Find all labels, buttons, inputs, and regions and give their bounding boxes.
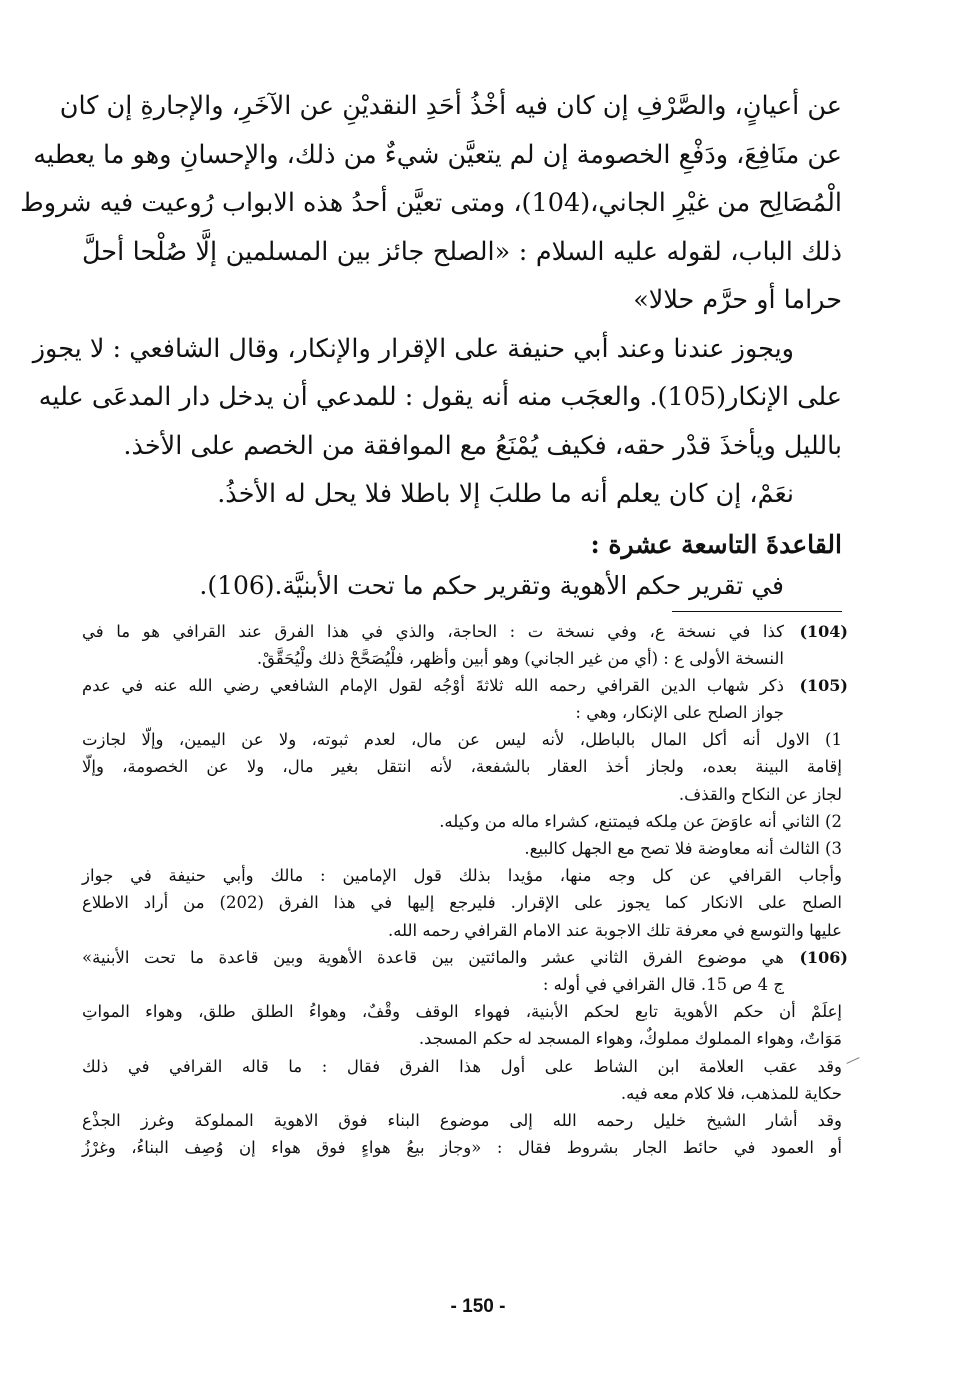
footnote-line: كذا في نسخة ع، وفي نسخة ت : الحاجة، والذي في هذا الفرق عند القرافي هو ما في <box>82 621 784 641</box>
main-line: عن منَافِعَ، ودَفْعِ الخصومة إن لم يتعيَّن شيءٌ من ذلك، والإحسانِ وهو ما يعطيه <box>33 139 842 170</box>
footnote-number: (106) <box>799 947 848 967</box>
main-line: بالليل ويأخذَ قدْر حقه، فكيف يُمْنَعُ مع الموافقة من الخصم على الأخذ. <box>123 430 842 461</box>
footnotes <box>82 618 848 1162</box>
scan-mark <box>846 1057 859 1064</box>
main-line: عن أعيانٍ، والصَّرْفِ إن كان فيه أخْذُ أحَدِ النقديْنِ عن الآخَرِ، والإجارةِ إن كان <box>59 91 842 121</box>
main-line: ذلك الباب، لقوله عليه السلام : «الصلح جائز بين المسلمين إلَّا صُلْحا أحلَّ <box>82 236 842 267</box>
footnote-104 <box>82 618 848 672</box>
footnote-line: ذكر شهاب الدين القرافي رحمه الله ثلاثةَ أوْجُه لقول الإمام الشافعي رضي الله عنه في عدم <box>82 675 784 695</box>
footnote-line: 3) الثالث أنه معاوضة فلا تصح مع الجهل كالبيع. <box>524 839 842 858</box>
footnote-line: 2) الثاني أنه عاوَضَ عن مِلكه فيمتنع، كشراء ماله من وكيله. <box>439 811 842 831</box>
footnote-line: وأجاب القرافي عن كل وجه منها، مؤيدا بذلك قول الإمامين : مالك وأبي حنيفة في جواز <box>82 866 842 886</box>
page-number: - 150 - <box>450 1296 506 1317</box>
footnote-line: ج 4 ص 15. قال القرافي في أوله : <box>542 974 784 994</box>
main-line: الْمُصَالِح من غيْرِ الجاني،(104)، ومتى تعيَّن أحدُ هذه الابواب رُوعيت فيه شروط <box>20 188 842 218</box>
footnote-line: عليها والتوسع في معرفة تلك الاجوبة عند الامام القرافي رحمه الله. <box>387 920 842 940</box>
footnote-divider <box>672 611 842 612</box>
footnote-line: إقامة البينة بعده، ولجاز أخذ العقار بالشفعة، لأنه انتقل بغير مال، ولا عن الخصومة، وإلّا <box>82 757 842 777</box>
footnote-line: هي موضوع الفرق الثاني عشر والمائتين بين قاعدة الأهوية وبين قاعدة ما تحت الأبنية» <box>82 947 784 967</box>
footnote-106 <box>82 944 848 1162</box>
rule-title: القاعدةَ التاسعة عشرة : <box>590 529 842 559</box>
footnote-number: (105) <box>799 675 848 695</box>
main-line: على الإنكار(105). والعجَب منه أنه يقول : للمدعي أن يدخل دار المدعَى عليه <box>38 382 842 412</box>
footnote-line: وقد عقب العلامة ابن الشاط على أول هذا الفرق فقال : ما قاله القرافي في ذلك <box>82 1056 842 1076</box>
main-line: حراما أو حرَّم حلالا» <box>633 285 842 315</box>
page-content <box>20 82 848 1161</box>
footnote-105 <box>82 672 848 944</box>
main-line: نعَمْ، إن كان يعلم أنه ما طلبَ إلا باطلا فلا يحل له الأخذُ. <box>217 479 794 509</box>
footnote-line: 1) الاول أنه أكل المال بالباطل، لأنه ليس عن مال، لعدم ثبوته، ولا عن اليمين، وإلّا لجازت <box>82 730 842 750</box>
main-line: ويجوز عندنا وعند أبي حنيفة على الإقرار والإنكار، وقال الشافعي : لا يجوز <box>32 333 794 364</box>
footnote-line: أو العمود في حائط الجار بشروط فقال : «وجاز بيعُ هواءٍ فوق هواء إن وُصِف البناءُ، وغرْزُ <box>82 1138 842 1158</box>
footnote-line: النسخة الأولى ع : (أي من غير الجاني) وهو أبين وأظهر، فلْيُصَحَّحْ ذلك ولْيُحَقَّقْ. <box>256 648 784 668</box>
footnote-number: (104) <box>799 621 848 641</box>
footnote-line: إعلَمْ أن حكم الأهوية تابع لحكم الأبنية، فهواء الوقف وقْفٌ، وهواءُ الطلق طلق، وهواء المواتِ <box>82 1002 842 1022</box>
footnote-line: مَوَاتٌ، وهواء المملوك مملوكٌ، وهواء المسجد له حكم المسجد. <box>418 1029 842 1049</box>
footnote-line: جواز الصلح على الإنكار، وهي : <box>575 703 784 723</box>
main-text <box>20 82 842 519</box>
rule-subtitle: في تقرير حكم الأهوية وتقرير حكم ما تحت الأبنيَّة.(106). <box>199 570 784 600</box>
footnote-line: الصلح على الانكار كما يجوز على الإقرار. فليرجع إليها في هذا الفرق (202) من أراد الاطلاع <box>82 893 842 913</box>
footnote-line: حكاية للمذهب، فلا كلام معه فيه. <box>620 1083 842 1103</box>
footnote-line: لجاز عن النكاح والقذف. <box>678 784 842 804</box>
footnote-line: وقد أشار الشيخ خليل رحمه الله إلى موضوع البناء فوق الاهوية المملوكة وغرز الجذْع <box>82 1110 842 1130</box>
